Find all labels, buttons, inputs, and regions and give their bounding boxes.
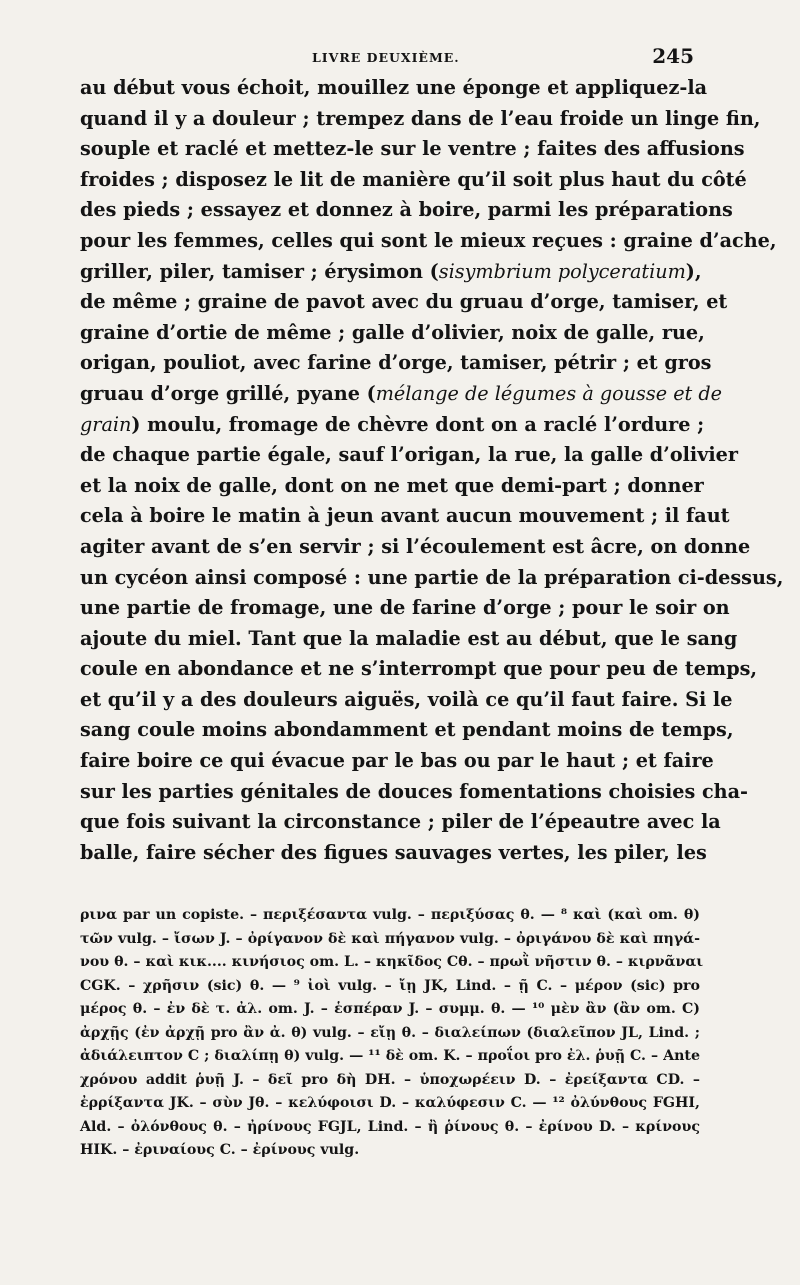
text-line: une partie de fromage, une de farine d’orge ; pour le soir on xyxy=(80,596,730,620)
footnotes xyxy=(80,904,704,1163)
text-line: au début vous échoit, mouillez une éponge et appliquez-la xyxy=(80,76,708,99)
text-line: que fois suivant la circonstance ; piler de l’épeautre avec la xyxy=(80,810,721,834)
italic-segment: grain xyxy=(80,412,132,436)
text-line: faire boire ce qui évacue par le bas ou par le haut ; et faire xyxy=(80,749,714,773)
text-line: origan, pouliot, avec farine d’orge, tamiser, pétrir ; et gros xyxy=(80,351,712,375)
footnote-line: CGK. – χρῆσιν (sic) θ. — ⁹ ἰοὶ vulg. – ἴῃ JK, Lind. – ῇ C. – μέρον (sic) pro xyxy=(80,977,700,994)
footnote-line: ἐρρίξαντα JK. – σὺν Jθ. – κελύφοισι D. – καλύφεσιν C. — ¹² ὀλύνθους FGHI, xyxy=(80,1095,700,1111)
text-line: balle, faire sécher des figues sauvages vertes, les piler, les xyxy=(80,840,707,864)
text-line: froides ; disposez le lit de manière qu’il soit plus haut du côté xyxy=(80,167,747,191)
text-line: graine d’ortie de même ; galle d’olivier, noix de galle, rue, xyxy=(80,320,705,344)
text-line xyxy=(80,410,705,441)
text-line: des pieds ; essayez et donnez à boire, parmi les préparations xyxy=(80,198,733,222)
text-line: pour les femmes, celles qui sont le mieux reçues : graine d’ache, xyxy=(80,228,777,252)
footnote-line: τῶν vulg. – ἴσων J. – ὀρίγανον δὲ καὶ πήγανον vulg. – ὀριγάνου δὲ καὶ πηγά- xyxy=(80,930,700,947)
page-number: 245 xyxy=(652,44,694,68)
text-line: agiter avant de s’en servir ; si l’écoulement est âcre, on donne xyxy=(80,534,751,558)
text-segment: gruau d’orge grillé, pyane ( xyxy=(80,381,376,405)
italic-segment: sisymbrium polyceratium xyxy=(438,259,686,283)
text-segment: ), xyxy=(685,259,702,283)
footnote-line: ρινα par un copiste. – περιξέσαντα vulg. – περιξύσας θ. — ⁸ καὶ (καὶ om. θ) xyxy=(80,907,700,923)
text-line: quand il y a douleur ; trempez dans de l’eau froide un linge fin, xyxy=(80,106,761,130)
text-line: sur les parties génitales de douces fomentations choisies cha- xyxy=(80,779,749,803)
text-line xyxy=(80,257,702,288)
text-segment: griller, piler, tamiser ; érysimon ( xyxy=(80,259,439,283)
text-line: cela à boire le matin à jeun avant aucun mouvement ; il faut xyxy=(80,504,730,528)
main-text xyxy=(80,73,784,868)
text-line: sang coule moins abondamment et pendant moins de temps, xyxy=(80,718,734,742)
italic-segment: mélange de légumes à gousse et de xyxy=(375,381,722,405)
footnote-line: ἀδιάλειπτον C ; διαλίπῃ θ) vulg. — ¹¹ δὲ om. K. – προΐοι pro ἐλ. ῥυῇ C. – Ante xyxy=(80,1048,700,1064)
text-segment: ) moulu, fromage de chèvre dont on a raclé l’ordure ; xyxy=(131,412,705,436)
footnote-line: Ald. – ὀλόνθους θ. – ἠρίνους FGJL, Lind. – ἢ ῥίνους θ. – ἐρίνου D. – κρίνους xyxy=(80,1118,700,1135)
footnote-line: HIK. – ἐριναίους C. – ἐρίνους vulg. xyxy=(80,1142,360,1158)
footnote-line: χρόνου addit ῥυῇ J. – δεῖ pro δὴ DH. – ὑποχωρέειν D. – ἐρείξαντα CD. – xyxy=(80,1071,700,1088)
text-line: souple et raclé et mettez-le sur le ventre ; faites des affusions xyxy=(80,137,745,161)
footnote-line: νου θ. – καὶ κικ.... κινήσιος om. L. – κηκῖδος Cθ. – πρωῒ νῆστιν θ. – κιρνᾶναι xyxy=(80,954,704,970)
text-line: un cycéon ainsi composé : une partie de la préparation ci-dessus, xyxy=(80,565,784,589)
footnote-line: ἀρχῇς (ἐν ἀρχῇ pro ἂν ἀ. θ) vulg. – εἴῃ θ. – διαλείπων (διαλεῖπον JL, Lind. ; xyxy=(80,1024,700,1041)
text-line: coule en abondance et ne s’interrompt que pour peu de temps, xyxy=(80,657,758,681)
text-line: et qu’il y a des douleurs aiguës, voilà ce qu’il faut faire. Si le xyxy=(80,687,733,711)
text-line: de même ; graine de pavot avec du gruau d’orge, tamiser, et xyxy=(80,290,728,314)
text-line xyxy=(80,379,722,410)
page-header xyxy=(80,44,694,74)
text-line: de chaque partie égale, sauf l’origan, la rue, la galle d’olivier xyxy=(80,443,738,467)
text-line: ajoute du miel. Tant que la maladie est au début, que le sang xyxy=(80,626,738,650)
text-line: et la noix de galle, dont on ne met que demi-part ; donner xyxy=(80,473,704,497)
footnote-line: μέρος θ. – ἐν δὲ τ. ἀλ. om. J. – ἑσπέραν J. – συμμ. θ. — ¹⁰ μὲν ἂν (ἂν om. C) xyxy=(80,1001,700,1017)
running-head: LIVRE DEUXIÈME. xyxy=(312,50,460,65)
